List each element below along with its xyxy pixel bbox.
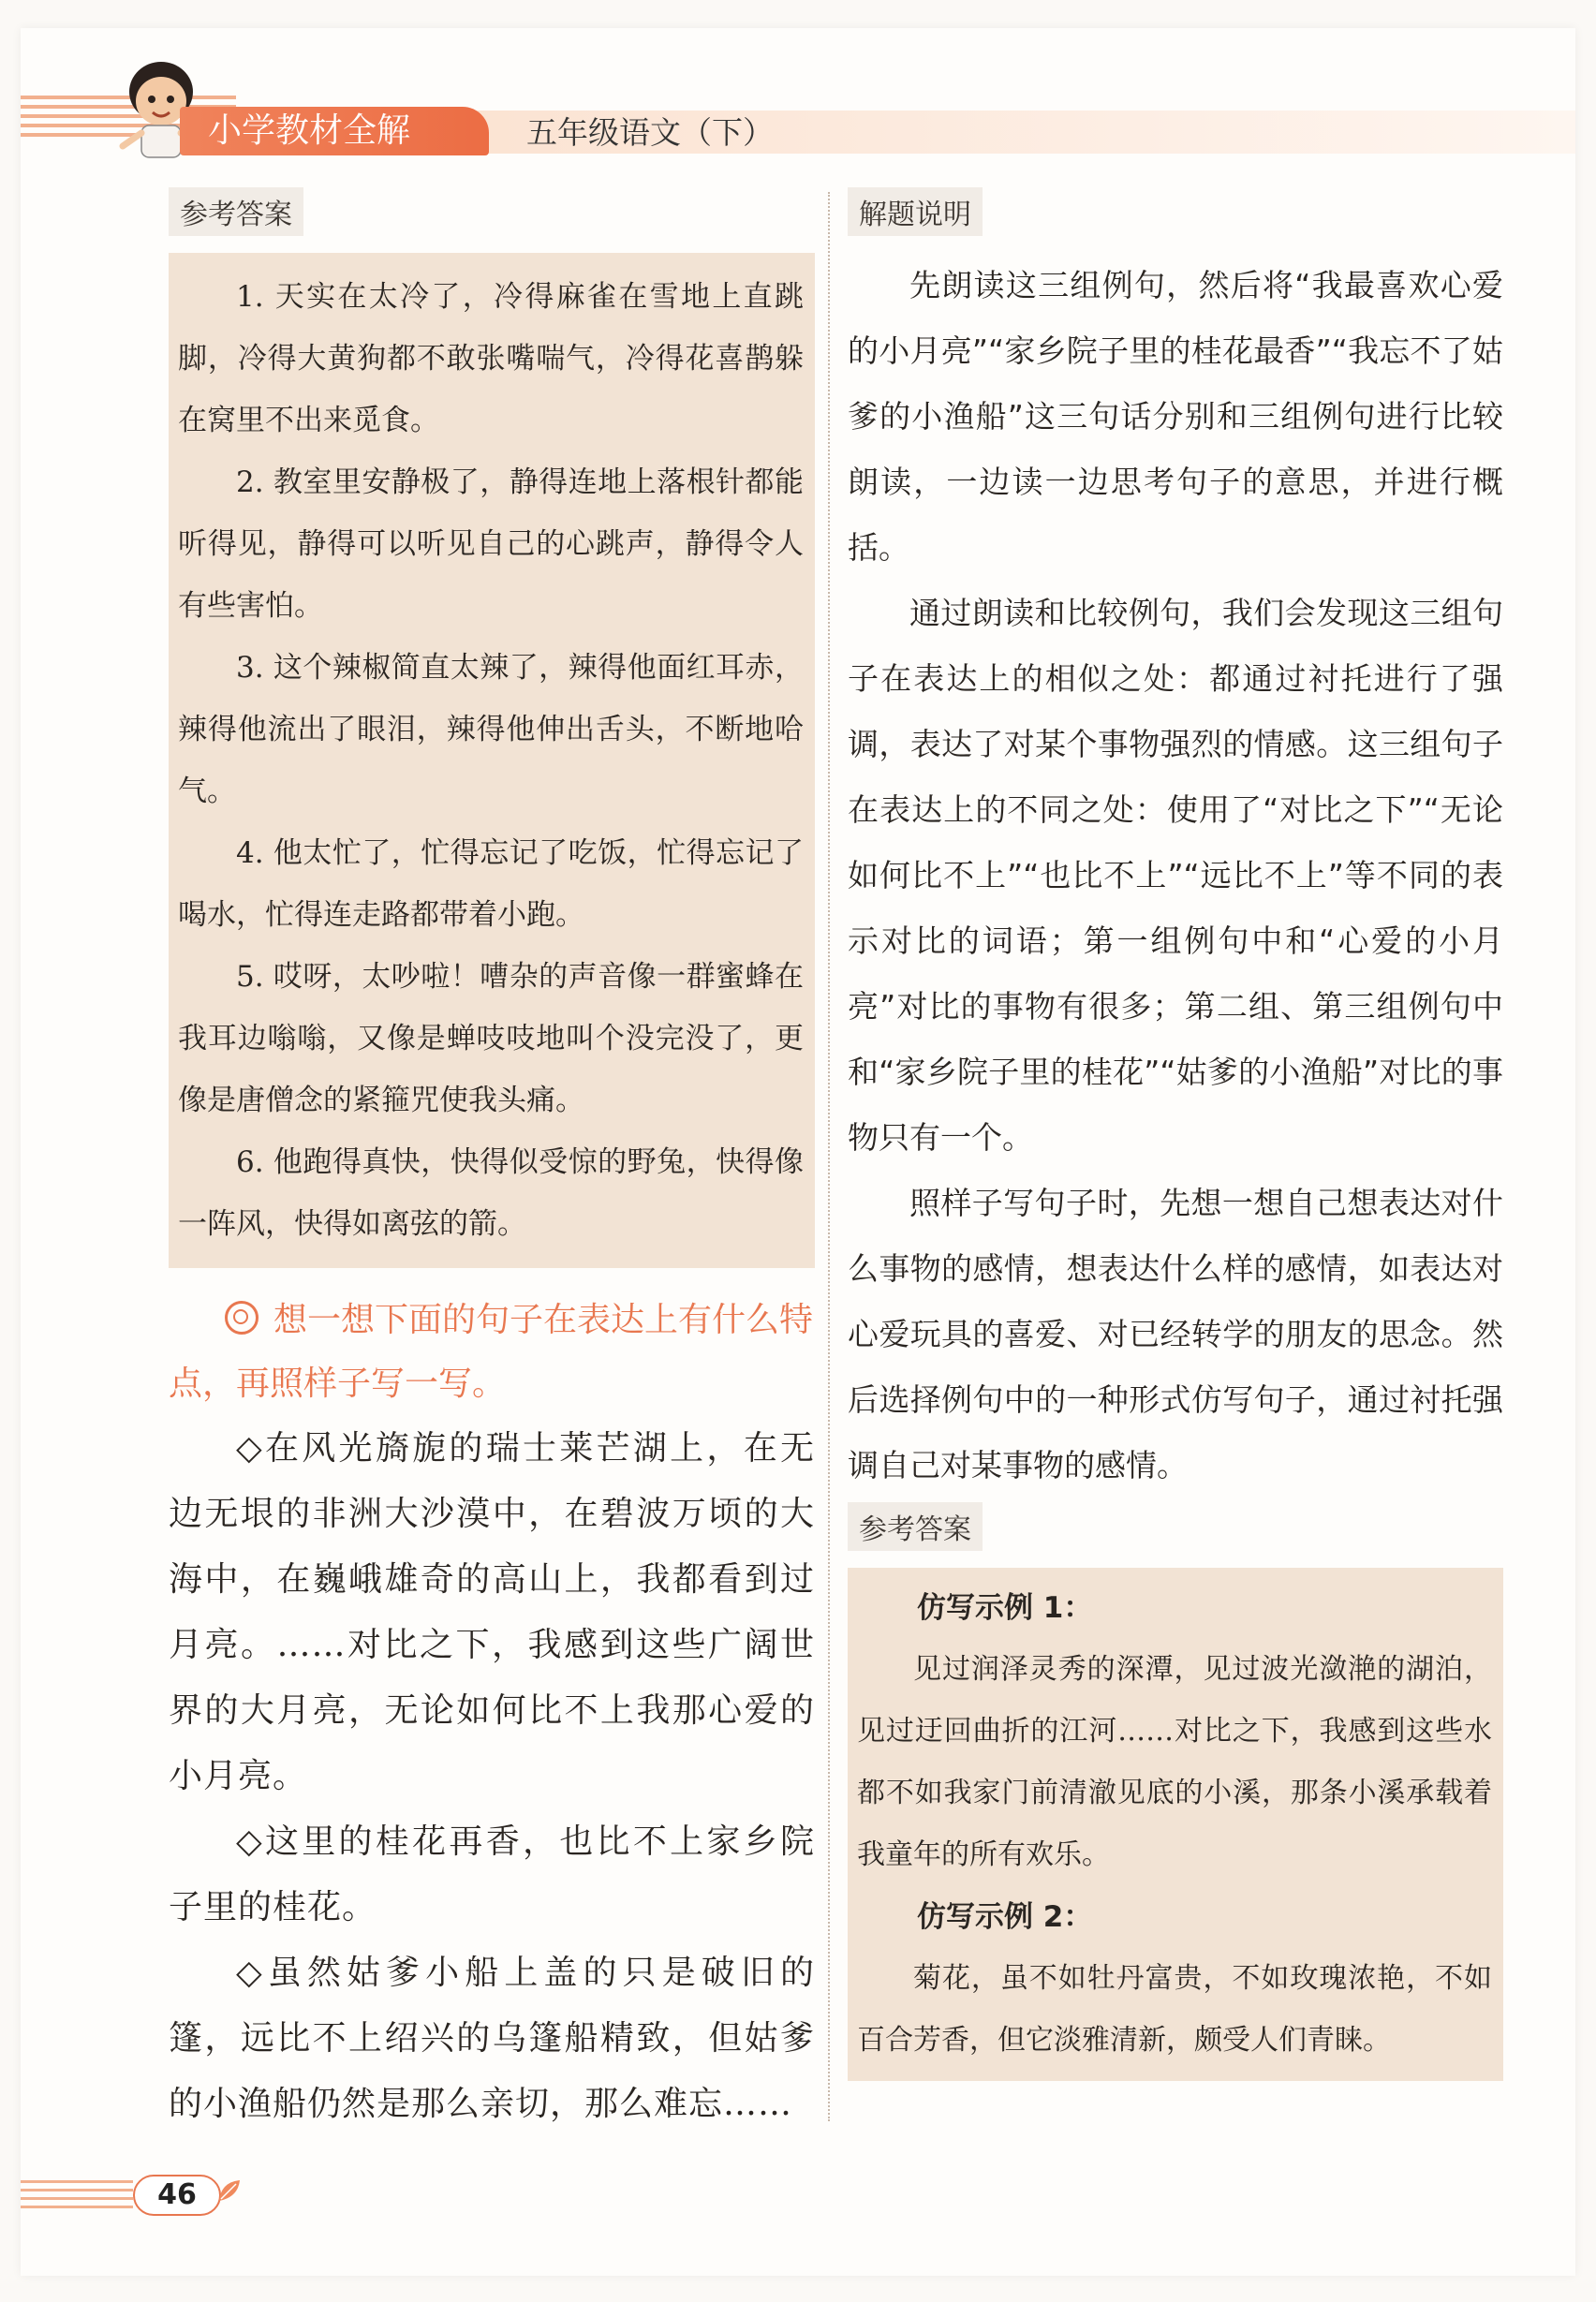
leaf-icon bbox=[215, 2177, 244, 2205]
exercise-prompt bbox=[169, 1289, 815, 1416]
column-divider bbox=[828, 192, 830, 2121]
answer-item: 1. 天实在太冷了，冷得麻雀在雪地上直跳脚，冷得大黄狗都不敢张嘴喘气，冷得花喜鹊躲在窝里不出来觅食。 bbox=[178, 280, 804, 437]
answer-item: 6. 他跑得真快，快得似受惊的野兔，快得像一阵风，快得如离弦的箭。 bbox=[178, 1145, 804, 1241]
explanation-label: 解题说明 bbox=[848, 187, 983, 236]
left-column bbox=[169, 187, 815, 2137]
example-sentence: ◇在风光旖旎的瑞士莱芒湖上，在无边无垠的非洲大沙漠中，在碧波万顷的大海中，在巍峨雄奇的高山上，我都看到过月亮。……对比之下，我感到这些广阔世界的大月亮，无论如何比不上我那心爱的小月亮。 bbox=[169, 1429, 815, 1795]
series-title: 小学教材全解 bbox=[180, 107, 489, 155]
answer-item: 3. 这个辣椒简直太辣了，辣得他面红耳赤，辣得他流出了眼泪，辣得他伸出舌头，不断地哈气。 bbox=[178, 651, 804, 808]
spiral-icon bbox=[225, 1301, 259, 1335]
example-sentence: ◇虽然姑爹小船上盖的只是破旧的篷，远比不上绍兴的乌篷船精致，但姑爹的小渔船仍然是那么亲切，那么难忘…… bbox=[169, 1954, 815, 2123]
sample-title: 仿写示例 1： bbox=[917, 1591, 1093, 1625]
explanation-paragraph: 照样子写句子时，先想一想自己想表达对什么事物的感情，想表达什么样的感情，如表达对心爱玩具的喜爱、对已经转学的朋友的思念。然后选择例句中的一种形式仿写句子，通过衬托强调自己对某事物的感情。 bbox=[848, 1185, 1503, 1483]
explanation-paragraph: 通过朗读和比较例句，我们会发现这三组句子在表达上的相似之处：都通过衬托进行了强调，表达了对某个事物强烈的情感。这三组句子在表达上的不同之处：使用了“对比之下”“无论如何比不上”“也比不上”“远比不上”等不同的表示对比的词语；第一组例句中和“心爱的小月亮”对比的事物有很多；第二组、第三组例句中和“家乡院子里的桂花”“姑爹的小渔船”对比的事物只有一个。 bbox=[848, 595, 1503, 1156]
sample-text: 菊花，虽不如牡丹富贵，不如玫瑰浓艳，不如百合芳香，但它淡雅清新，颇受人们青睐。 bbox=[857, 1962, 1492, 2057]
reference-answer-label: 参考答案 bbox=[848, 1502, 983, 1551]
page-number: 46 bbox=[133, 2175, 221, 2216]
subject-title: 五年级语文（下） bbox=[526, 114, 774, 151]
page-footer bbox=[21, 2173, 302, 2220]
answer-item: 4. 他太忙了，忙得忘记了吃饭，忙得忘记了喝水，忙得连走路都带着小跑。 bbox=[178, 836, 804, 932]
sample-text: 见过润泽灵秀的深潭，见过波光潋滟的湖泊，见过迂回曲折的江河……对比之下，我感到这些水都不如我家门前清澈见底的小溪，那条小溪承载着我童年的所有欢乐。 bbox=[857, 1653, 1492, 1871]
sample-answer-box bbox=[848, 1568, 1503, 2081]
footer-stripes bbox=[21, 2180, 133, 2208]
explanation-paragraph: 先朗读这三组例句，然后将“我最喜欢心爱的小月亮”“家乡院子里的桂花最香”“我忘不了姑爹的小渔船”这三句话分别和三组例句进行比较朗读，一边读一边思考句子的意思，并进行概括。 bbox=[848, 267, 1503, 566]
right-column bbox=[848, 187, 1503, 2081]
example-sentence: ◇这里的桂花再香，也比不上家乡院子里的桂花。 bbox=[169, 1822, 815, 1926]
sample-title: 仿写示例 2： bbox=[917, 1900, 1093, 1934]
exercise-prompt-text: 想一想下面的句子在表达上有什么特点，再照样子写一写。 bbox=[169, 1301, 814, 1403]
answer-box bbox=[169, 253, 815, 1268]
answer-item: 5. 哎呀，太吵啦！嘈杂的声音像一群蜜蜂在我耳边嗡嗡，又像是蝉吱吱地叫个没完没了，更像是唐僧念的紧箍咒使我头痛。 bbox=[178, 960, 804, 1117]
answer-item: 2. 教室里安静极了，静得连地上落根针都能听得见，静得可以听见自己的心跳声，静得令人有些害怕。 bbox=[178, 465, 804, 623]
page-header bbox=[21, 94, 1575, 159]
reference-answer-label: 参考答案 bbox=[169, 187, 303, 236]
